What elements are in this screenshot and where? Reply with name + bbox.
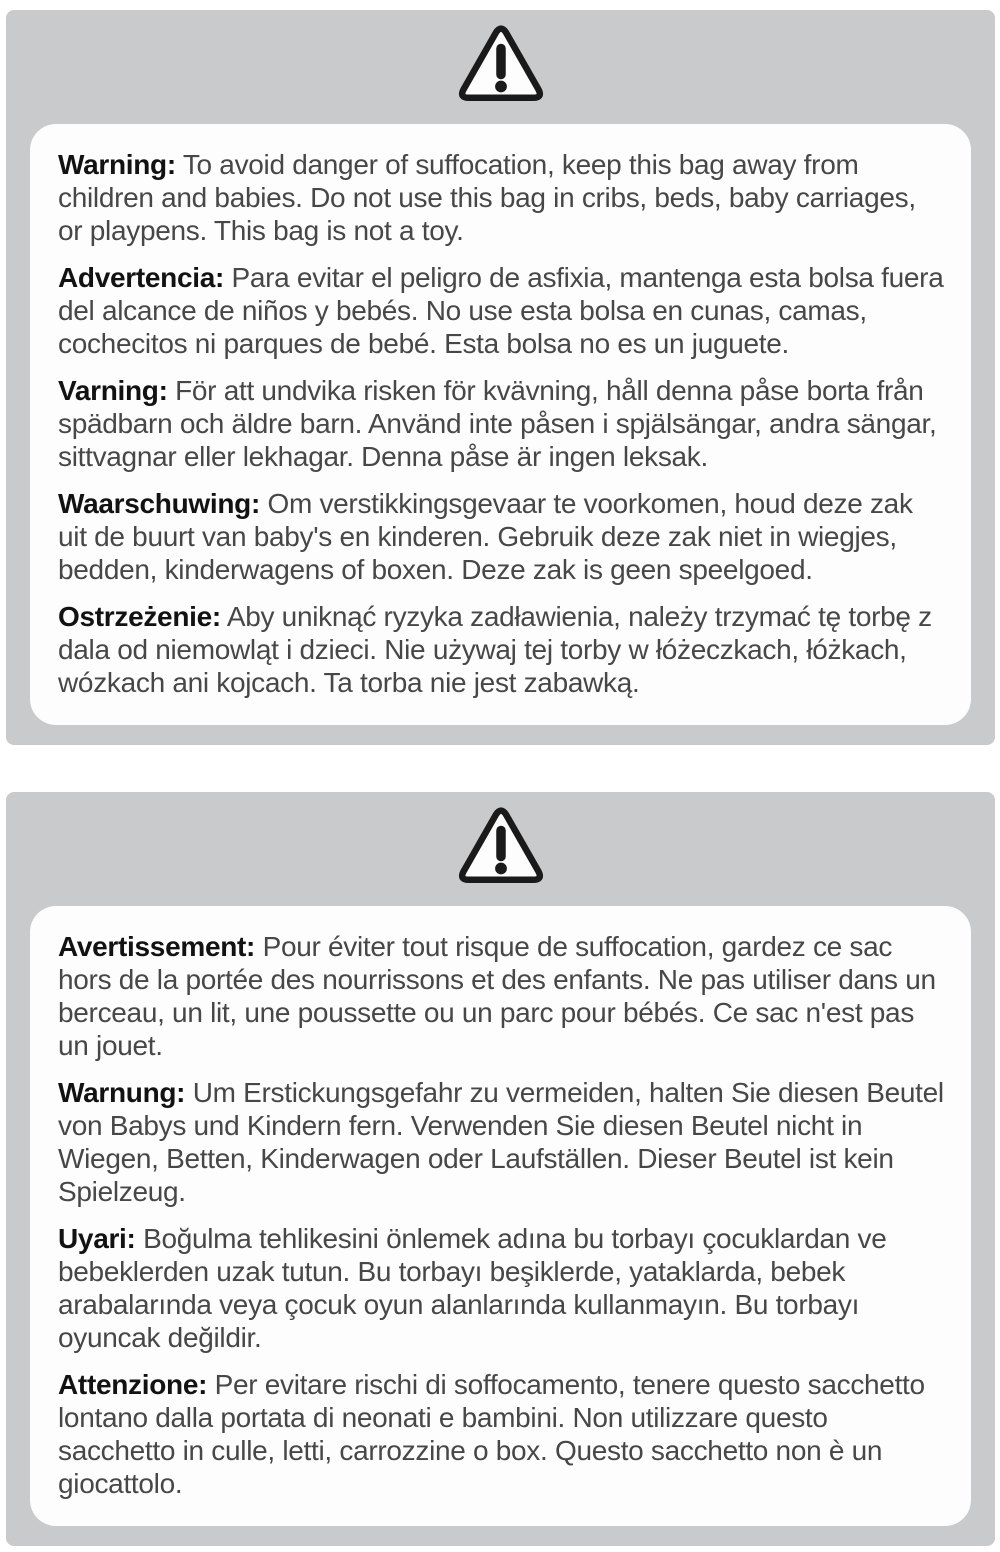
warning-text-swedish: För att undvika risken för kvävning, håll denna påse borta från spädbarn och äldre barn. Använd inte påsen i spjälsängar, andra sängar, sittvagnar eller lekhagar. Denna påse är ingen leksak. (58, 375, 937, 472)
warning-text-polish: Aby uniknąć ryzyka zadławienia, należy trzymać tę torbę z dala od niemowląt i dzieci. Nie używaj tej torby w łóżeczkach, łóżkach, wózkach ani kojcach. Ta torba nie jest zabawką. (58, 601, 932, 698)
warning-paragraph-polish (58, 600, 945, 699)
warning-icon-row (6, 18, 995, 124)
warning-card-bottom (30, 906, 971, 1526)
warning-paragraph-dutch (58, 487, 945, 586)
warning-paragraph-french (58, 930, 945, 1062)
warning-text-italian: Per evitare rischi di soffocamento, tenere questo sacchetto lontano dalla portata di neonati e bambini. Non utilizzare questo sacchetto in culle, letti, carrozzine o box. Questo sacchetto non è un giocattolo. (58, 1369, 925, 1499)
warning-text-turkish: Boğulma tehlikesini önlemek adına bu torbayı çocuklardan ve bebeklerden uzak tutun. Bu torbayı beşiklerde, yataklarda, bebek arabalarında veya çocuk oyun alanlarında kullanmayın. Bu torbayı oyuncak değildir. (58, 1223, 887, 1353)
warning-lead-polish: Ostrzeżenie: (58, 601, 221, 632)
warning-lead-spanish: Advertencia: (58, 262, 225, 293)
warning-lead-swedish: Varning: (58, 375, 168, 406)
warning-paragraph-turkish (58, 1222, 945, 1354)
warning-lead-german: Warnung: (58, 1077, 186, 1108)
warning-paragraph-swedish (58, 374, 945, 473)
warning-lead-italian: Attenzione: (58, 1369, 208, 1400)
warning-lead-english: Warning: (58, 149, 176, 180)
warning-text-dutch: Om verstikkingsgevaar te voorkomen, houd deze zak uit de buurt van baby's en kinderen. Gebruik deze zak niet in wiegjes, bedden, kinderwagens of boxen. Deze zak is geen speelgoed. (58, 488, 913, 585)
warning-paragraph-english (58, 148, 945, 247)
warning-lead-dutch: Waarschuwing: (58, 488, 260, 519)
warning-panel-bottom (6, 792, 995, 1546)
warning-triangle-icon (458, 806, 544, 893)
warning-text-german: Um Erstickungsgefahr zu vermeiden, halten Sie diesen Beutel von Babys und Kindern fern. Verwenden Sie diesen Beutel nicht in Wiegen, Betten, Kinderwagen oder Laufställen. Dieser Beutel ist kein Spielzeug. (58, 1077, 944, 1207)
warning-text-french: Pour éviter tout risque de suffocation, gardez ce sac hors de la portée des nourrissons et des enfants. Ne pas utiliser dans un berceau, un lit, une poussette ou un parc pour bébés. Ce sac n'est pas un jouet. (58, 931, 936, 1061)
warning-text-spanish: Para evitar el peligro de asfixia, mantenga esta bolsa fuera del alcance de niños y bebés. No use esta bolsa en cunas, camas, cochecitos ni parques de bebé. Esta bolsa no es un juguete. (58, 262, 944, 359)
warning-icon-row (6, 800, 995, 906)
warning-card-top (30, 124, 971, 725)
warning-text-english: To avoid danger of suffocation, keep this bag away from children and babies. Do not use this bag in cribs, beds, baby carriages, or playpens. This bag is not a toy. (58, 149, 916, 246)
warning-paragraph-german (58, 1076, 945, 1208)
warning-lead-turkish: Uyari: (58, 1223, 136, 1254)
warning-triangle-icon (458, 24, 544, 111)
warning-paragraph-spanish (58, 261, 945, 360)
warning-paragraph-italian (58, 1368, 945, 1500)
warning-lead-french: Avertissement: (58, 931, 256, 962)
warning-panel-top (6, 10, 995, 745)
